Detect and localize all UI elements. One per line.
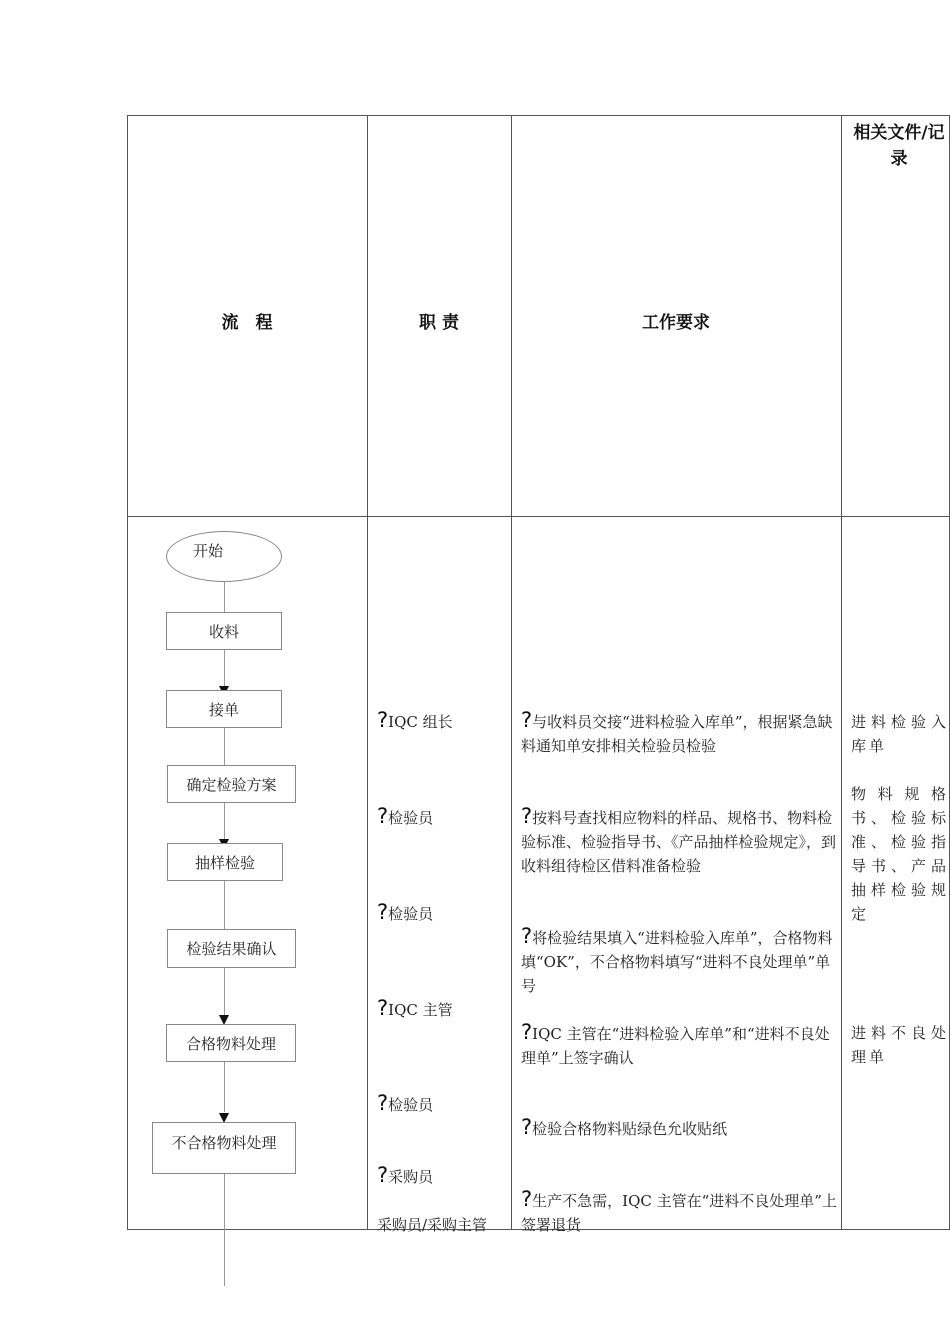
requirement-item xyxy=(521,804,839,878)
duty-text: 采购员 xyxy=(388,1168,434,1186)
requirement-item xyxy=(521,708,839,758)
bullet-marker: ? xyxy=(377,1091,389,1115)
duty-inspector xyxy=(377,900,433,924)
duty-buyer-supervisor: 采购员/采购主管 xyxy=(377,1216,488,1234)
flow-step-accept-order: 接单 xyxy=(166,690,282,728)
duty-inspector xyxy=(377,804,433,828)
requirement-text: 与收料员交接“进料检验入库单”，根据紧急缺料通知单安排相关检验员检验 xyxy=(521,713,833,755)
requirement-item xyxy=(521,1187,839,1237)
bullet-marker: ? xyxy=(377,900,389,924)
requirement-item xyxy=(521,1020,839,1070)
bullet-marker: ? xyxy=(377,804,389,828)
requirement-text: 检验合格物料贴绿色允收贴纸 xyxy=(532,1120,728,1138)
bullet-marker: ? xyxy=(377,1163,389,1187)
duty-buyer xyxy=(377,1163,433,1187)
flow-connector xyxy=(224,728,225,765)
column-divider xyxy=(841,115,842,1230)
bullet-marker: ? xyxy=(521,708,533,732)
flow-step-qualified: 合格物料处理 xyxy=(166,1024,296,1062)
flow-connector xyxy=(224,803,225,843)
doc-item: 进料检验入库单 xyxy=(851,713,949,755)
flow-step-define-plan: 确定检验方案 xyxy=(167,765,296,803)
requirement-text: 生产不急需，IQC 主管在“进料不良处理单”上签署退货 xyxy=(521,1192,837,1234)
flow-step-sampling: 抽样检验 xyxy=(167,843,283,881)
duty-text: 检验员 xyxy=(388,1096,434,1114)
duty-text: IQC 组长 xyxy=(388,713,453,731)
flow-connector xyxy=(224,1062,225,1112)
bullet-marker: ? xyxy=(521,924,533,948)
header-divider xyxy=(127,516,950,517)
doc-item: 物料规格书、检验标准、检验指导书、产品抽样检验规定 xyxy=(851,785,949,923)
bullet-marker: ? xyxy=(521,1187,533,1211)
bullet-marker: ? xyxy=(521,1020,533,1044)
bullet-marker: ? xyxy=(521,1115,533,1139)
flow-step-confirm-result: 检验结果确认 xyxy=(167,929,296,968)
duty-text: IQC 主管 xyxy=(388,1001,453,1019)
bullet-marker: ? xyxy=(521,804,533,828)
requirement-item xyxy=(521,924,839,998)
duty-inspector xyxy=(377,1091,433,1115)
duty-text: 检验员 xyxy=(388,809,434,827)
flow-connector xyxy=(224,650,225,690)
flow-start-ellipse xyxy=(166,531,282,582)
duty-iqc-leader xyxy=(377,708,453,732)
doc-item: 进料不良处理单 xyxy=(851,1024,949,1066)
column-divider xyxy=(511,115,512,1230)
flow-connector xyxy=(224,1174,225,1286)
requirement-text: 将检验结果填入“进料检验入库单”，合格物料填“OK”，不合格物料填写“进料不良处理单”单号 xyxy=(521,929,833,995)
flow-step-receive: 收料 xyxy=(166,612,282,650)
flow-connector xyxy=(224,881,225,929)
duty-iqc-supervisor xyxy=(377,996,453,1020)
column-divider xyxy=(367,115,368,1230)
flow-start-label: 开始 xyxy=(193,542,224,560)
header-process: 流 程 xyxy=(221,313,273,333)
flow-step-nonconforming: 不合格物料处理 xyxy=(152,1122,296,1174)
header-requirement: 工作要求 xyxy=(642,313,710,333)
header-duty: 职 责 xyxy=(419,313,459,333)
requirement-item xyxy=(521,1115,839,1141)
header-docs: 相关文件/记录 xyxy=(853,123,945,169)
requirement-text: 按料号查找相应物料的样品、规格书、物料检验标准、检验指导书、《产品抽样检验规定》，到收料组待检区借料准备检验 xyxy=(521,809,837,875)
duty-text: 检验员 xyxy=(388,905,434,923)
bullet-marker: ? xyxy=(377,708,389,732)
bullet-marker: ? xyxy=(377,996,389,1020)
requirement-text: IQC 主管在“进料检验入库单”和“进料不良处理单”上签字确认 xyxy=(521,1025,830,1067)
flow-connector xyxy=(224,582,225,612)
